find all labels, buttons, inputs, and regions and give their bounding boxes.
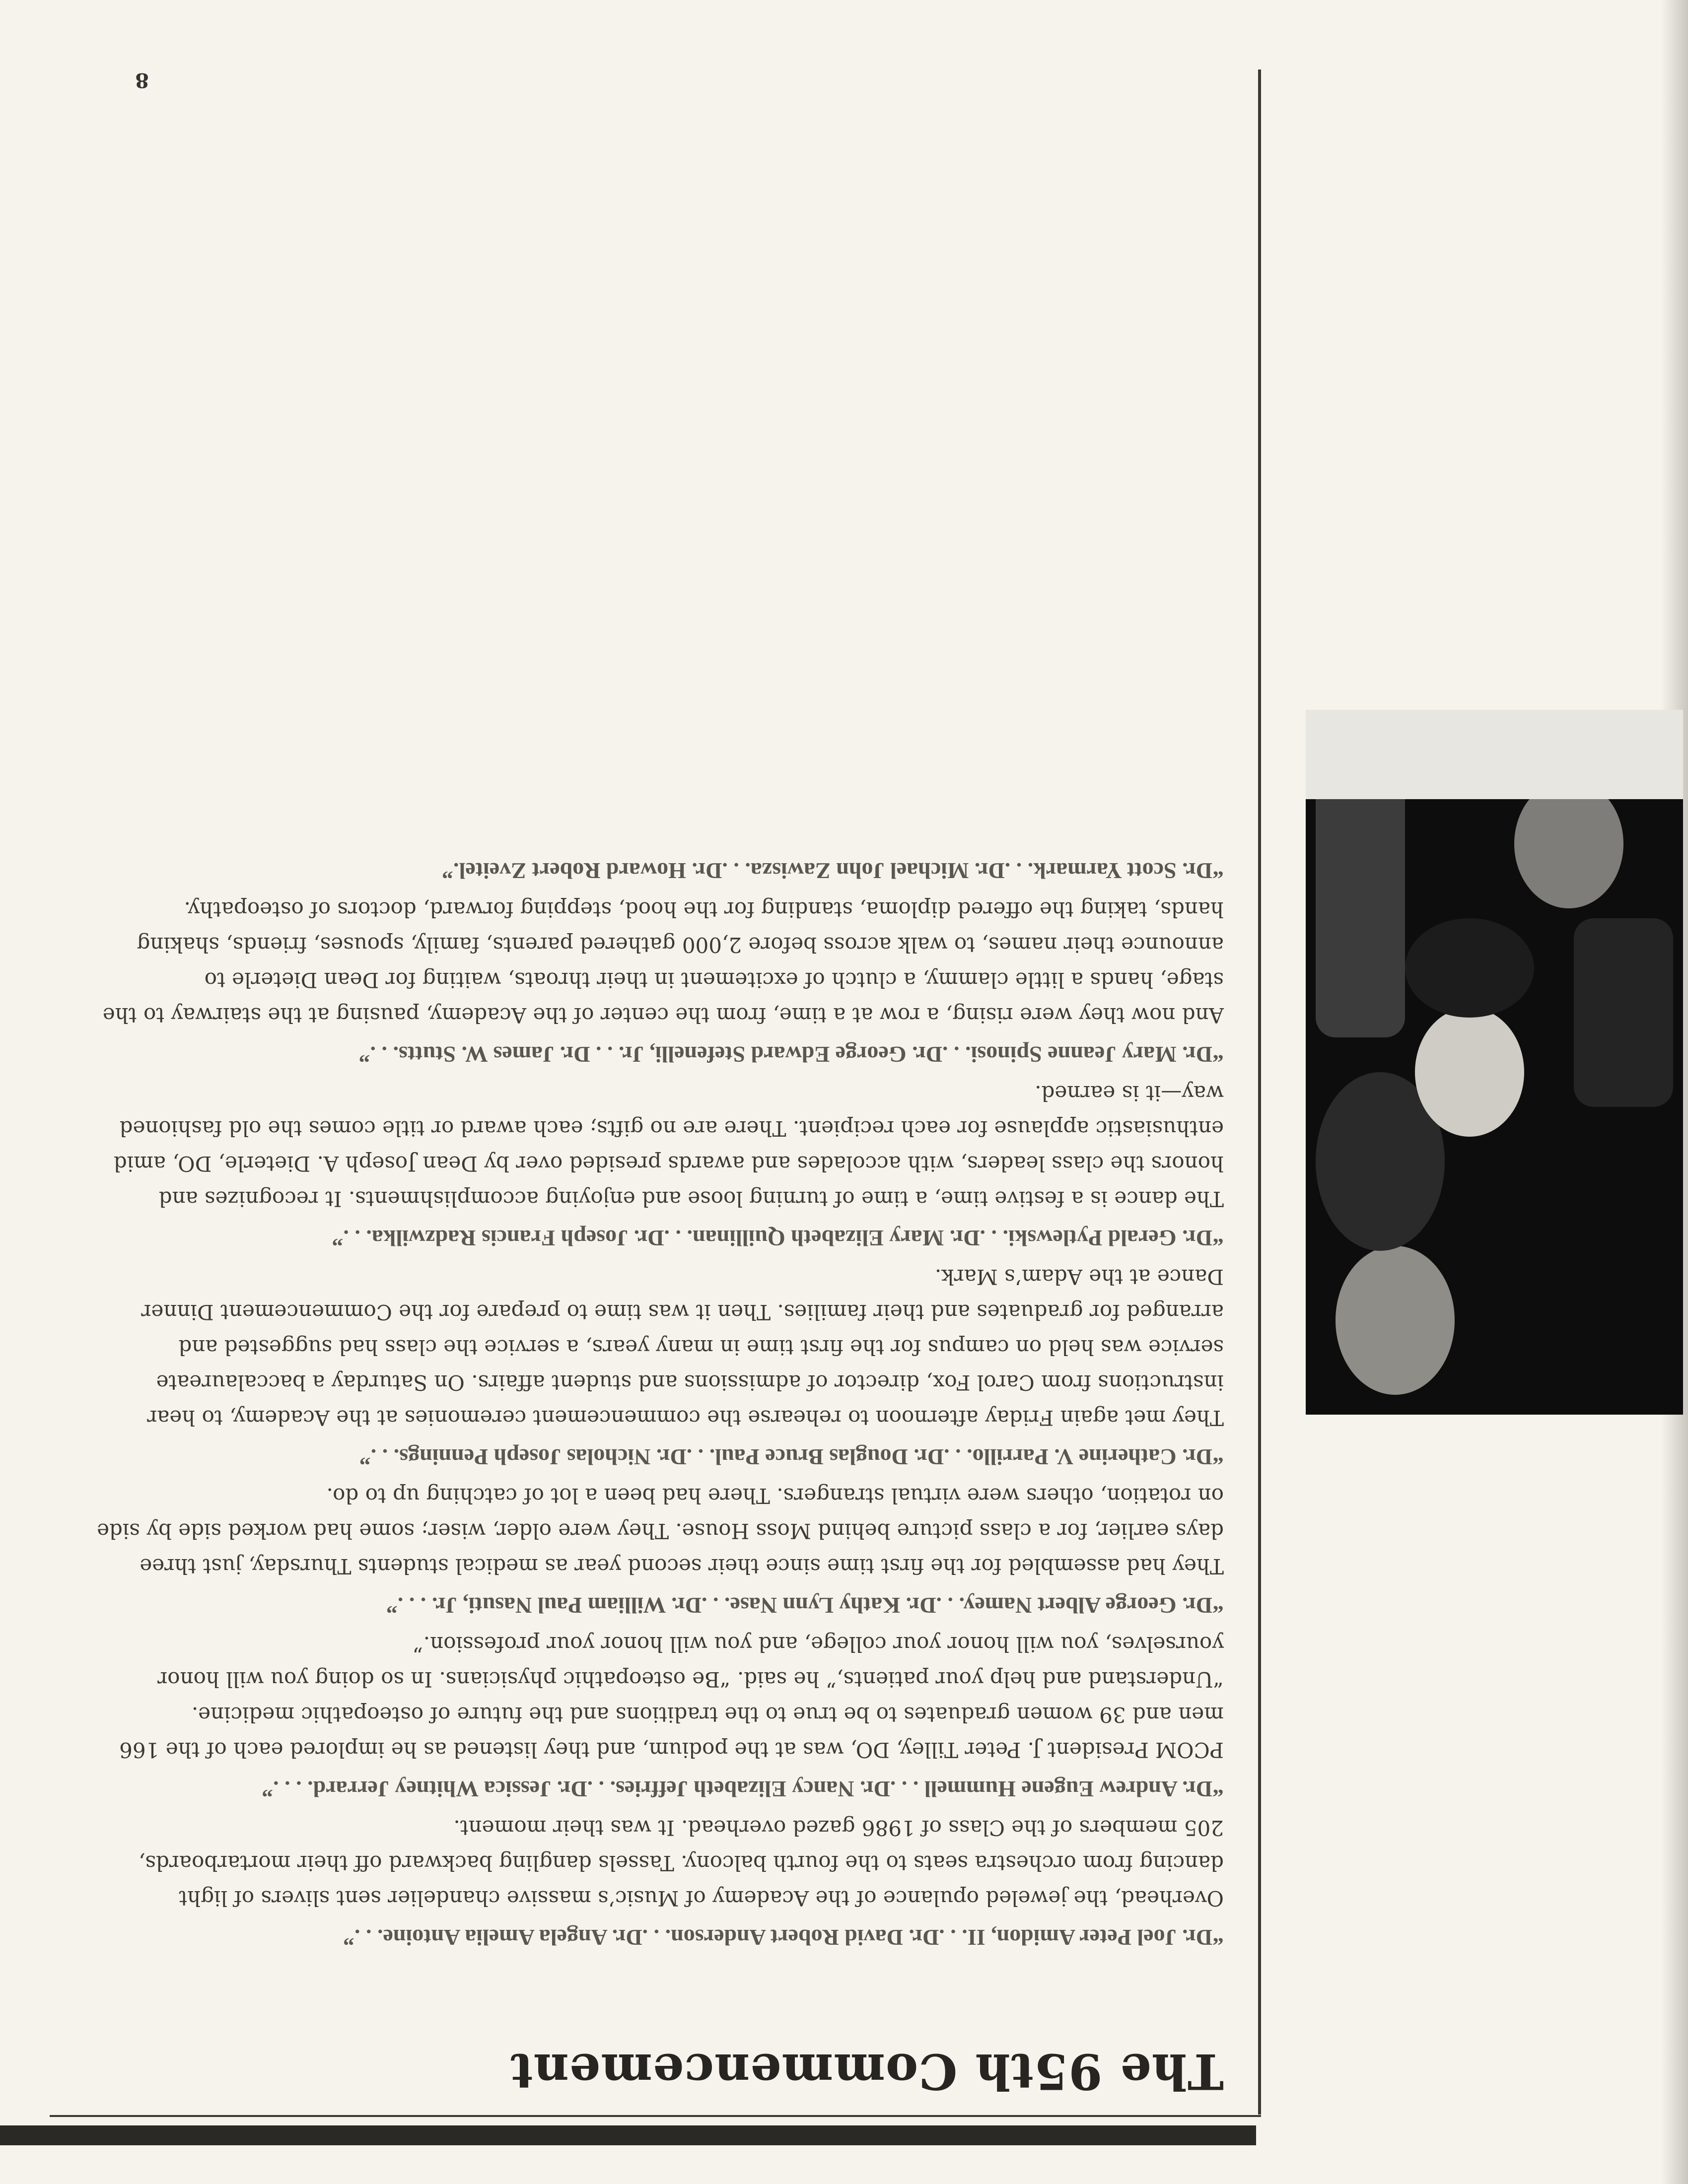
article-paragraph: Overhead, the jeweled opulance of the Academy of Music’s massive chandelier sent slivers of light dancing from orchestra seats to the fourth balcony. Tassels dangling backward off their mortarboards, 205 members of the Class of 1986 gazed overhead. It was their moment.	[139, 1816, 1224, 1911]
article-paragraph: They met again Friday afternoon to rehearse the commencement ceremonies at the Academy, to hear instructions from Carol Fox, director of admissions and student affairs. On Saturday a baccalaureate service was held on campus for the first time in many years, a service the class had suggested and arranged for graduates and their families. Then it was time to prepare for the Commencement Dinner Dance at the Adam’s Mark.	[141, 1265, 1224, 1430]
commencement-photo	[1306, 710, 1683, 1415]
name-roll-call: “Dr. George Albert Namey. . .Dr. Kathy Lynn Nase. . .Dr. William Paul Nasuti, Jr. . . .”	[386, 1593, 1224, 1618]
name-roll-call: “Dr. Gerald Pytlewski. . .Dr. Mary Elizabeth Quillinan. . .Dr. Joseph Francis Radzwilka. . .”	[332, 1226, 1224, 1251]
name-roll-call: “Dr. Andrew Eugene Hummell . . .Dr. Nancy Elizabeth Jeffries. . .Dr. Jessica Whitney Jerrard. . . .”	[262, 1776, 1224, 1802]
name-roll-call: “Dr. Scott Yarmark. . .Dr. Michael John Zawisza. . .Dr. Howard Robert Zveitel.”	[442, 858, 1224, 884]
page-number: 8	[135, 68, 149, 92]
name-roll-call: “Dr. Joel Peter Amidon, II. . .Dr. David Robert Anderson. . .Dr. Angela Amelia Antoine. . .”	[343, 1925, 1224, 1950]
name-roll-call: “Dr. Catherine V. Parrillo. . .Dr. Douglas Bruce Paul. . .Dr. Nicholas Joseph Pennings. . .”	[359, 1444, 1224, 1470]
header-bar	[0, 2125, 1256, 2145]
header-rule	[50, 2115, 1261, 2117]
article-paragraph: PCOM President J. Peter Tilley, DO, was at the podium, and they listened as he implored each of the 166 men and 39 women graduates to be true to the traditions and the future of osteopathic medicine. “Understand and help your patients,” he said. “Be osteopathic physicians. In so doing you will honor yourselves, you will honor your college, and you will honor your profession.”	[119, 1632, 1224, 1762]
column-divider	[1258, 69, 1261, 2115]
page-title: The 95th Commencement	[510, 2043, 1224, 2100]
article-paragraph: The dance is a festive time, a time of turning loose and enjoying accomplishments. It recognizes and honors the class leaders, with accolades and awards presided over by Dean Joseph A. Dieterle, DO, amid enthusiastic applause for each recipient. There are no gifts; each award or title comes the old fashioned way—it is earned.	[113, 1081, 1224, 1211]
article-paragraph: They had assembled for the first time since their second year as medical students Thursday, just three days earlier, for a class picture behind Moss House. They were older, wiser; some had worked side by side on rotation, others were virtual strangers. There had been a lot of catching up to do.	[97, 1484, 1224, 1578]
article-paragraph: And now they were rising, a row at a time, from the center of the Academy, pausing at the stairway to the stage, hands a little clammy, a clutch of excitement in their throats, waiting for Dean Dieterle to announce their names, to walk across before 2,000 gathered parents, family, spouses, friends, shaking hands, taking the offered diploma, standing for the hood, stepping forward, doctors of osteopathy.	[102, 897, 1224, 1027]
article-body	[97, 849, 1224, 1956]
name-roll-call: “Dr. Mary Jeanne Spinosi. . .Dr. George Edward Stefenelli, Jr. . . Dr. James W. Stutts. . .”	[358, 1042, 1224, 1067]
